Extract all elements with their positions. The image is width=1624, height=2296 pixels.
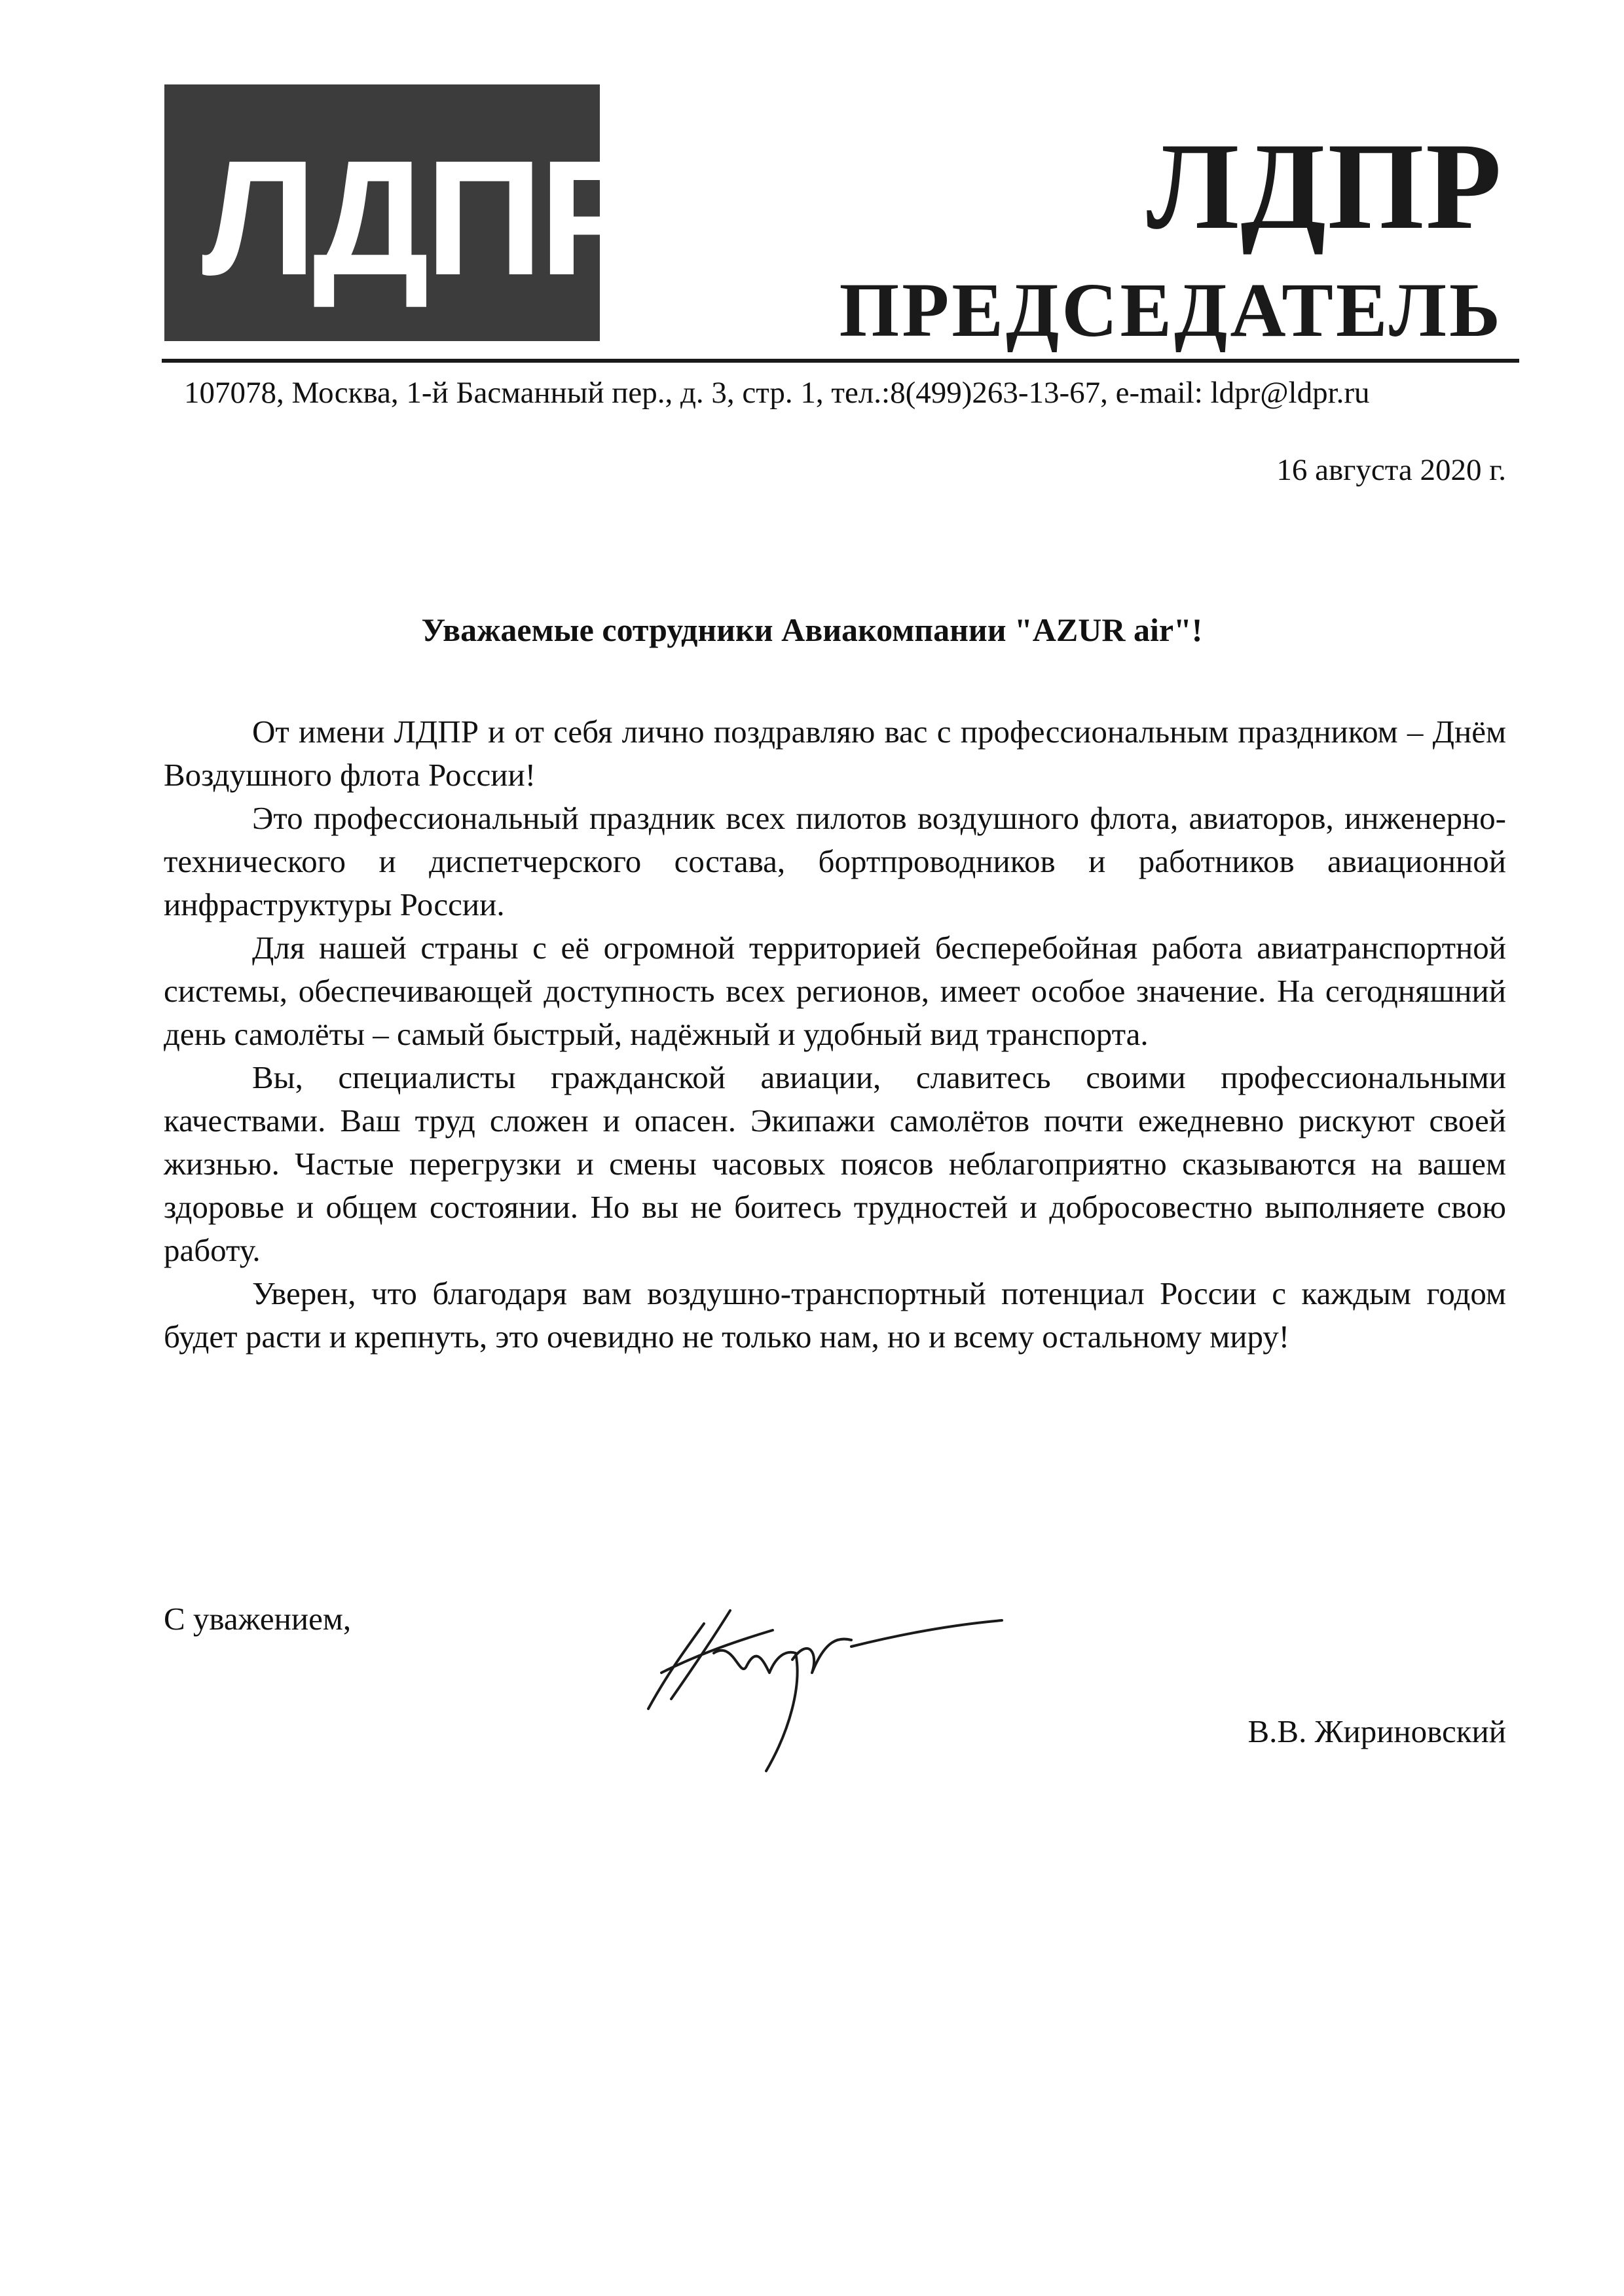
closing: С уважением, — [164, 1601, 352, 1637]
address-line: 107078, Москва, 1-й Басманный пер., д. 3, стр. 1, тел.:8(499)263-13-67, e-mail: ldpr@ldpr.ru — [184, 376, 1370, 410]
org-name: ЛДПР — [1146, 118, 1503, 255]
header-divider — [162, 359, 1519, 363]
paragraph-4: Вы, специалисты гражданской авиации, славитесь своими профессиональными качествами. Ваш труд сложен и опасен. Экипажи самолётов почти ежедневно рискуют своей жизнью. Частые перегрузки и смены часовых поясов неблагоприятно сказываются на вашем здоровье и общем состоянии. Но вы не боитесь трудностей и добросовестно выполняете свою работу. — [164, 1059, 1506, 1268]
org-role: ПРЕДСЕДАТЕЛЬ — [839, 267, 1503, 353]
salutation: Уважаемые сотрудники Авиакомпании "AZUR air"! — [421, 611, 1203, 648]
paragraph-5: Уверен, что благодаря вам воздушно-транспортный потенциал России с каждым годом будет расти и крепнуть, это очевидно не только нам, но и всему остальному миру! — [164, 1275, 1506, 1355]
logo-text: ЛДПР — [202, 126, 644, 309]
paragraph-3: Для нашей страны с её огромной территорией бесперебойная работа авиатранспортной системы, обеспечивающей доступность всех регионов, имеет особое значение. На сегодняшний день самолёты – самый быстрый, надёжный и удобный вид транспорта. — [164, 930, 1506, 1052]
letter-date: 16 августа 2020 г. — [1276, 453, 1506, 487]
paragraph-2: Это профессиональный праздник всех пилотов воздушного флота, авиаторов, инженерно-технического и диспетчерского состава, бортпроводников и работников авиационной инфраструктуры России. — [164, 800, 1506, 922]
signer-name: В.В. Жириновский — [1247, 1713, 1506, 1749]
letter-body — [164, 710, 1506, 1358]
paragraph-1: От имени ЛДПР и от себя лично поздравляю вас с профессиональным праздником – Днём Воздушного флота России! — [164, 714, 1506, 793]
signature — [642, 1575, 1008, 1784]
